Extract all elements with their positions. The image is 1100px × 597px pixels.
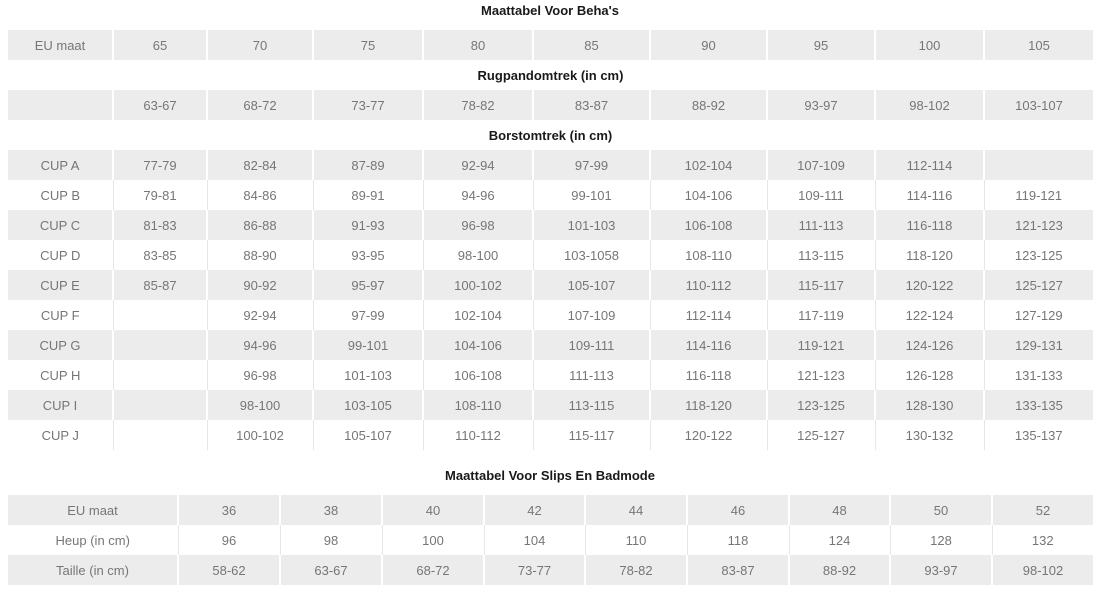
value-cell: 99-101 xyxy=(533,180,650,210)
value-cell: 98-100 xyxy=(207,390,313,420)
value-cell: 106-108 xyxy=(423,360,533,390)
bra-table-title: Maattabel Voor Beha's xyxy=(481,3,619,18)
value-cell: 120-122 xyxy=(875,270,984,300)
value-cell xyxy=(113,300,207,330)
value-cell: 63-67 xyxy=(280,555,382,585)
value-cell: 92-94 xyxy=(423,150,533,180)
value-cell: 107-109 xyxy=(767,150,875,180)
value-cell: 118 xyxy=(687,525,789,555)
value-cell: 95 xyxy=(767,30,875,60)
value-cell: 111-113 xyxy=(533,360,650,390)
value-cell: 94-96 xyxy=(207,330,313,360)
value-cell: 131-133 xyxy=(984,360,1093,390)
row-label-cell: CUP A xyxy=(40,157,80,173)
value-cell: 121-123 xyxy=(767,360,875,390)
value-cell: 85 xyxy=(533,30,650,60)
value-cell: 81-83 xyxy=(113,210,207,240)
value-cell: 100-102 xyxy=(423,270,533,300)
value-cell: 126-128 xyxy=(875,360,984,390)
value-cell: 105-107 xyxy=(313,420,423,450)
value-cell: 100 xyxy=(382,525,484,555)
value-cell: 128 xyxy=(890,525,992,555)
value-cell: 132 xyxy=(992,525,1093,555)
value-cell: 121-123 xyxy=(984,210,1093,240)
value-cell: 120-122 xyxy=(650,420,767,450)
value-cell xyxy=(113,360,207,390)
value-cell: 98-100 xyxy=(423,240,533,270)
value-cell: 106-108 xyxy=(650,210,767,240)
value-cell: 111-113 xyxy=(767,210,875,240)
value-cell: 88-90 xyxy=(207,240,313,270)
table-row xyxy=(8,555,1093,585)
value-cell: 107-109 xyxy=(533,300,650,330)
value-cell: 83-85 xyxy=(113,240,207,270)
value-cell: 129-131 xyxy=(984,330,1093,360)
value-cell: 122-124 xyxy=(875,300,984,330)
value-cell: 118-120 xyxy=(650,390,767,420)
value-cell: 119-121 xyxy=(767,330,875,360)
value-cell: 110 xyxy=(585,525,687,555)
value-cell: 73-77 xyxy=(484,555,585,585)
table-row xyxy=(8,60,1093,90)
value-cell: 103-1058 xyxy=(533,240,650,270)
value-cell: 105 xyxy=(984,30,1093,60)
row-label-cell: EU maat xyxy=(67,502,118,518)
table-row xyxy=(8,390,1093,420)
row-label-cell xyxy=(8,90,113,120)
value-cell: 119-121 xyxy=(984,180,1093,210)
value-cell: 127-129 xyxy=(984,300,1093,330)
value-cell: 86-88 xyxy=(207,210,313,240)
value-cell: 75 xyxy=(313,30,423,60)
value-cell: 84-86 xyxy=(207,180,313,210)
value-cell: 101-103 xyxy=(313,360,423,390)
value-cell: 96 xyxy=(178,525,280,555)
value-cell: 98-102 xyxy=(875,90,984,120)
value-cell: 128-130 xyxy=(875,390,984,420)
value-cell: 117-119 xyxy=(767,300,875,330)
table-row xyxy=(8,360,1093,390)
value-cell: 68-72 xyxy=(382,555,484,585)
value-cell: 65 xyxy=(113,30,207,60)
value-cell: 90 xyxy=(650,30,767,60)
value-cell: 95-97 xyxy=(313,270,423,300)
value-cell: 90-92 xyxy=(207,270,313,300)
section-header: Borstomtrek (in cm) xyxy=(8,120,1093,150)
value-cell: 83-87 xyxy=(533,90,650,120)
value-cell: 99-101 xyxy=(313,330,423,360)
value-cell: 97-99 xyxy=(533,150,650,180)
value-cell: 109-111 xyxy=(533,330,650,360)
row-label-cell: Heup (in cm) xyxy=(55,532,130,548)
table-row xyxy=(8,120,1093,150)
value-cell: 68-72 xyxy=(207,90,313,120)
value-cell: 58-62 xyxy=(178,555,280,585)
value-cell: 38 xyxy=(280,495,382,525)
value-cell: 103-105 xyxy=(313,390,423,420)
value-cell: 92-94 xyxy=(207,300,313,330)
value-cell xyxy=(984,150,1093,180)
value-cell: 100 xyxy=(875,30,984,60)
value-cell: 89-91 xyxy=(313,180,423,210)
table-row xyxy=(8,240,1093,270)
value-cell: 133-135 xyxy=(984,390,1093,420)
value-cell: 83-87 xyxy=(687,555,789,585)
table-row xyxy=(8,180,1093,210)
value-cell: 94-96 xyxy=(423,180,533,210)
row-label-cell: CUP D xyxy=(40,247,81,263)
value-cell: 116-118 xyxy=(650,360,767,390)
row-label-cell: CUP C xyxy=(39,217,81,233)
value-cell: 78-82 xyxy=(423,90,533,120)
size-chart-page xyxy=(0,3,1100,585)
value-cell: 110-112 xyxy=(423,420,533,450)
table-row xyxy=(8,525,1093,555)
table-row xyxy=(8,330,1093,360)
value-cell: 82-84 xyxy=(207,150,313,180)
table-row xyxy=(8,270,1093,300)
value-cell: 124-126 xyxy=(875,330,984,360)
value-cell xyxy=(113,420,207,450)
value-cell: 100-102 xyxy=(207,420,313,450)
value-cell: 77-79 xyxy=(113,150,207,180)
value-cell: 98-102 xyxy=(992,555,1093,585)
value-cell: 97-99 xyxy=(313,300,423,330)
value-cell: 104 xyxy=(484,525,585,555)
briefs-table-title: Maattabel Voor Slips En Badmode xyxy=(445,468,655,483)
value-cell: 104-106 xyxy=(650,180,767,210)
row-label-cell: CUP B xyxy=(40,187,80,203)
value-cell: 36 xyxy=(178,495,280,525)
value-cell: 101-103 xyxy=(533,210,650,240)
value-cell: 110-112 xyxy=(650,270,767,300)
value-cell: 123-125 xyxy=(984,240,1093,270)
row-label-cell: CUP I xyxy=(42,397,78,413)
value-cell: 46 xyxy=(687,495,789,525)
value-cell: 118-120 xyxy=(875,240,984,270)
table-row xyxy=(8,150,1093,180)
value-cell: 87-89 xyxy=(313,150,423,180)
value-cell: 116-118 xyxy=(875,210,984,240)
value-cell: 93-97 xyxy=(767,90,875,120)
row-label-cell: CUP J xyxy=(41,427,79,443)
bra-size-table xyxy=(8,30,1093,450)
table-row xyxy=(8,210,1093,240)
value-cell: 135-137 xyxy=(984,420,1093,450)
value-cell: 124 xyxy=(789,525,890,555)
value-cell: 108-110 xyxy=(423,390,533,420)
value-cell: 123-125 xyxy=(767,390,875,420)
value-cell: 102-104 xyxy=(423,300,533,330)
value-cell: 73-77 xyxy=(313,90,423,120)
value-cell: 109-111 xyxy=(767,180,875,210)
value-cell: 104-106 xyxy=(423,330,533,360)
value-cell: 102-104 xyxy=(650,150,767,180)
value-cell: 40 xyxy=(382,495,484,525)
value-cell: 44 xyxy=(585,495,687,525)
value-cell: 91-93 xyxy=(313,210,423,240)
section-header: Rugpandomtrek (in cm) xyxy=(8,60,1093,90)
value-cell: 125-127 xyxy=(984,270,1093,300)
value-cell: 98 xyxy=(280,525,382,555)
table-row xyxy=(8,30,1093,60)
value-cell: 88-92 xyxy=(650,90,767,120)
value-cell: 105-107 xyxy=(533,270,650,300)
value-cell: 78-82 xyxy=(585,555,687,585)
value-cell: 50 xyxy=(890,495,992,525)
row-label-cell: CUP G xyxy=(39,337,81,353)
value-cell: 114-116 xyxy=(875,180,984,210)
value-cell: 130-132 xyxy=(875,420,984,450)
row-label-cell: EU maat xyxy=(34,37,86,53)
value-cell: 70 xyxy=(207,30,313,60)
value-cell: 114-116 xyxy=(650,330,767,360)
value-cell: 93-95 xyxy=(313,240,423,270)
table-row xyxy=(8,495,1093,525)
value-cell: 108-110 xyxy=(650,240,767,270)
row-label-cell: CUP E xyxy=(40,277,80,293)
value-cell: 113-115 xyxy=(767,240,875,270)
value-cell: 115-117 xyxy=(533,420,650,450)
row-label-cell: Taille (in cm) xyxy=(56,562,129,578)
value-cell: 125-127 xyxy=(767,420,875,450)
row-label-cell: CUP H xyxy=(40,367,81,383)
table-row xyxy=(8,90,1093,120)
value-cell: 42 xyxy=(484,495,585,525)
value-cell: 79-81 xyxy=(113,180,207,210)
value-cell: 113-115 xyxy=(533,390,650,420)
value-cell: 52 xyxy=(992,495,1093,525)
value-cell: 96-98 xyxy=(423,210,533,240)
value-cell xyxy=(113,390,207,420)
value-cell xyxy=(113,330,207,360)
table-row xyxy=(8,300,1093,330)
value-cell: 88-92 xyxy=(789,555,890,585)
value-cell: 103-107 xyxy=(984,90,1093,120)
value-cell: 63-67 xyxy=(113,90,207,120)
briefs-size-table xyxy=(8,495,1093,585)
value-cell: 48 xyxy=(789,495,890,525)
value-cell: 112-114 xyxy=(875,150,984,180)
value-cell: 112-114 xyxy=(650,300,767,330)
value-cell: 85-87 xyxy=(113,270,207,300)
value-cell: 80 xyxy=(423,30,533,60)
value-cell: 93-97 xyxy=(890,555,992,585)
table-row xyxy=(8,420,1093,450)
value-cell: 115-117 xyxy=(767,270,875,300)
row-label-cell: CUP F xyxy=(40,307,80,323)
value-cell: 96-98 xyxy=(207,360,313,390)
